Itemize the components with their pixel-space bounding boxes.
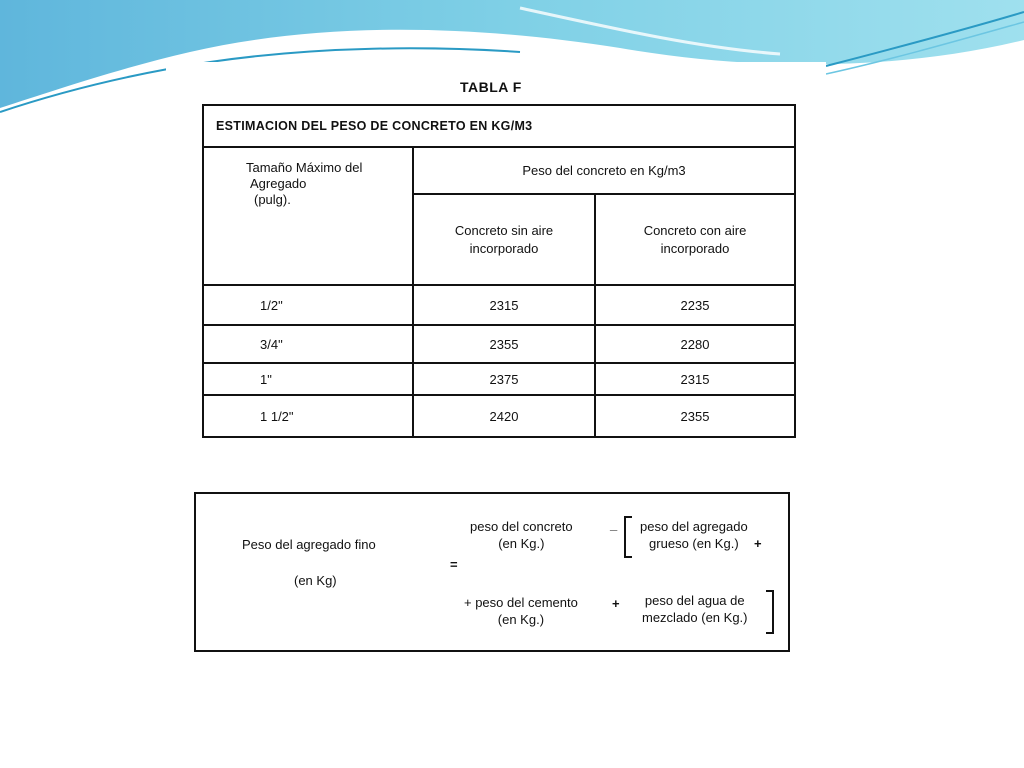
size-cell: 1 1/2" (203, 395, 413, 437)
term-line: mezclado (en Kg.) (642, 610, 748, 625)
table-title: TABLA F (460, 79, 522, 95)
table-row (203, 325, 795, 363)
no-air-cell: 2375 (413, 363, 595, 395)
weight-group-header: Peso del concreto en Kg/m3 (413, 147, 795, 194)
concrete-weight-table (202, 104, 796, 438)
size-cell: 1" (203, 363, 413, 395)
size-header-line: (pulg). (254, 192, 291, 207)
air-cell: 2280 (595, 325, 795, 363)
formula-term-coarse (640, 518, 748, 552)
no-air-cell: 2355 (413, 325, 595, 363)
size-cell: 3/4" (203, 325, 413, 363)
formula-lhs-line: (en Kg) (294, 573, 337, 588)
air-cell: 2355 (595, 395, 795, 437)
scanned-document (166, 62, 826, 674)
size-column-header (203, 147, 413, 285)
table-row (203, 363, 795, 395)
air-cell: 2235 (595, 285, 795, 325)
term-line: peso del agua de (644, 593, 745, 608)
no-air-cell: 2420 (413, 395, 595, 437)
term-line: grueso (en Kg.) (649, 536, 739, 551)
left-bracket (624, 516, 632, 558)
equals-sign: = (450, 557, 458, 572)
air-cell: 2315 (595, 363, 795, 395)
col-header-no-air (413, 194, 595, 285)
col-header-air (595, 194, 795, 285)
plus-sign: + (754, 536, 762, 551)
term-line: peso del concreto (470, 519, 573, 534)
no-air-cell: 2315 (413, 285, 595, 325)
col-header-line: incorporado (660, 240, 730, 256)
col-header-line: Concreto sin aire (454, 222, 554, 238)
col-header-line: incorporado (469, 240, 539, 256)
table-row (203, 395, 795, 437)
table-heading-row (203, 105, 795, 147)
plus-sign: + (612, 596, 620, 611)
term-line: (en Kg.) (498, 536, 545, 551)
col-header-line: Concreto con aire (643, 222, 747, 238)
formula-term-cement (464, 594, 578, 628)
right-bracket (766, 590, 774, 634)
table-row (203, 285, 795, 325)
term-line: (en Kg.) (497, 612, 545, 627)
table-heading: ESTIMACION DEL PESO DE CONCRETO EN KG/M3 (203, 105, 795, 147)
size-header-line: Agregado (250, 176, 307, 191)
size-header-line: Tamaño Máximo del (246, 160, 363, 175)
fine-aggregate-formula (194, 492, 790, 652)
minus-sign: _ (610, 517, 618, 532)
formula-lhs-line: Peso del agregado fino (242, 537, 376, 552)
formula-term-water (642, 592, 748, 626)
term-line: peso del agregado (640, 519, 748, 534)
term-line: + peso del cemento (464, 595, 578, 610)
size-cell: 1/2" (203, 285, 413, 325)
formula-term-concrete (470, 518, 573, 552)
